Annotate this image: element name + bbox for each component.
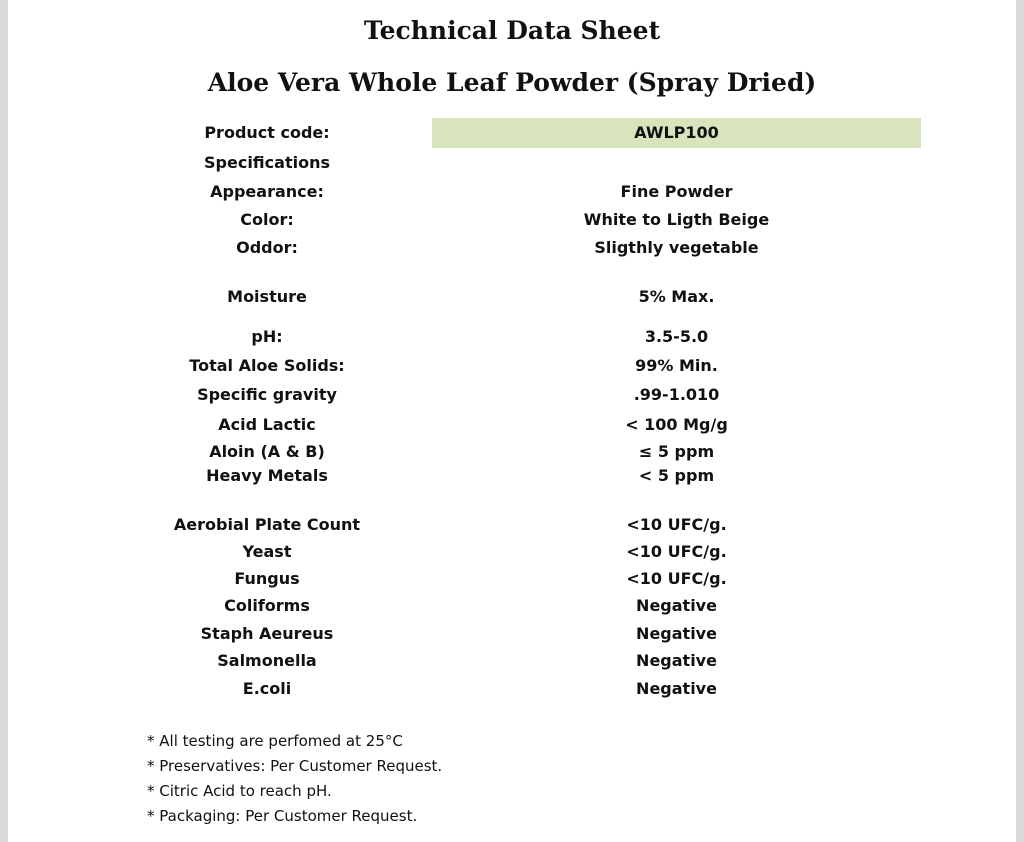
spec-label: Coliforms: [224, 596, 310, 615]
spec-value: Negative: [636, 651, 717, 670]
spec-label: Aerobial Plate Count: [173, 515, 361, 534]
footnote: * Citric Acid to reach pH.: [147, 782, 332, 800]
specifications-heading-row: [0, 151, 1024, 175]
spec-value: 5% Max.: [638, 287, 715, 306]
spec-label: pH:: [251, 327, 283, 346]
product-code-row: [0, 121, 1024, 145]
spec-row: [0, 208, 1024, 232]
spec-value: Negative: [636, 679, 717, 698]
footnote: * Packaging: Per Customer Request.: [147, 807, 418, 825]
spec-row: [0, 236, 1024, 260]
spec-value: ≤ 5 ppm: [638, 442, 715, 461]
spec-label: Yeast: [242, 542, 292, 561]
spec-value: <10 UFC/g.: [626, 569, 727, 588]
spec-row: [0, 383, 1024, 407]
spec-row: [0, 413, 1024, 437]
spec-row: [0, 180, 1024, 204]
spec-label: Staph Aeureus: [200, 624, 334, 643]
footnote: * All testing are perfomed at 25°C: [147, 732, 403, 750]
spec-label: Total Aloe Solids:: [189, 356, 345, 375]
spec-value: .99-1.010: [633, 385, 720, 404]
spec-value: <10 UFC/g.: [626, 515, 727, 534]
spec-value: Sligthly vegetable: [594, 238, 759, 257]
spec-value: <10 UFC/g.: [626, 542, 727, 561]
spec-label: Fungus: [234, 569, 300, 588]
spec-value: Negative: [636, 624, 717, 643]
spec-value: 3.5-5.0: [644, 327, 709, 346]
spec-row: [0, 567, 1024, 591]
spec-label: E.coli: [242, 679, 292, 698]
spec-value: < 100 Mg/g: [625, 415, 728, 434]
spec-value: < 5 ppm: [638, 466, 715, 485]
spec-label: Acid Lactic: [218, 415, 316, 434]
spec-label: Aloin (A & B): [209, 442, 325, 461]
spec-label: Appearance:: [210, 182, 324, 201]
spec-value: 99% Min.: [635, 356, 718, 375]
spec-row: [0, 540, 1024, 564]
spec-row: [0, 622, 1024, 646]
specifications-heading: Specifications: [204, 153, 330, 172]
spec-row: [0, 594, 1024, 618]
spec-label: Color:: [240, 210, 294, 229]
spec-row: [0, 649, 1024, 673]
spec-row: [0, 464, 1024, 488]
spec-row: [0, 285, 1024, 309]
spec-label: Moisture: [227, 287, 307, 306]
footnotes: [147, 729, 442, 829]
spec-label: Salmonella: [217, 651, 317, 670]
spec-label: Oddor:: [236, 238, 298, 257]
product-code-label: Product code:: [204, 123, 330, 142]
product-code-value: AWLP100: [432, 118, 921, 148]
spec-value: Fine Powder: [620, 182, 733, 201]
spec-value: White to Ligth Beige: [583, 210, 770, 229]
document-title: Technical Data Sheet: [363, 16, 661, 45]
footnote: * Preservatives: Per Customer Request.: [147, 757, 443, 775]
spec-row: [0, 677, 1024, 701]
spec-label: Specific gravity: [197, 385, 337, 404]
spec-row: [0, 513, 1024, 537]
spec-row: [0, 325, 1024, 349]
product-name: Aloe Vera Whole Leaf Powder (Spray Dried): [207, 68, 817, 97]
spec-row: [0, 354, 1024, 378]
spec-value: Negative: [636, 596, 717, 615]
spec-row: [0, 440, 1024, 464]
spec-label: Heavy Metals: [206, 466, 328, 485]
